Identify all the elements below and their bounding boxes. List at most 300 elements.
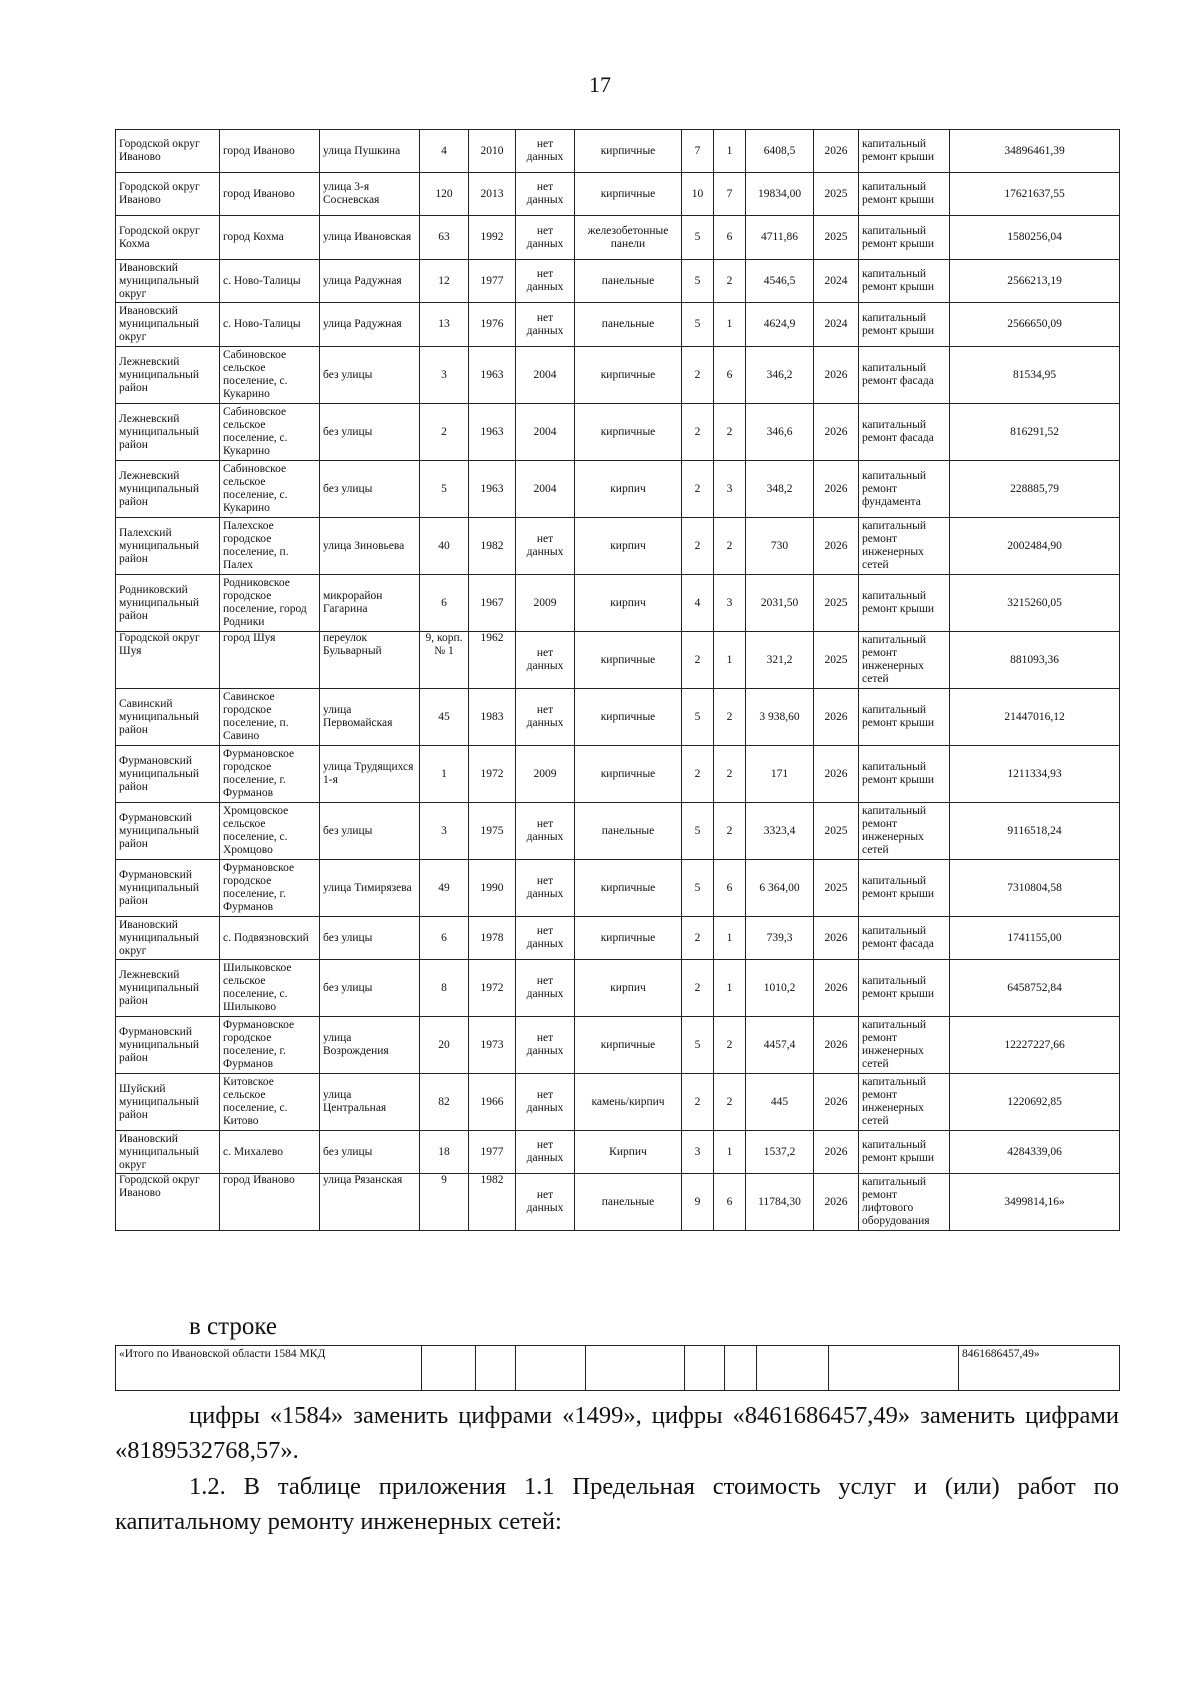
table-row	[116, 1017, 1120, 1074]
table-cell: 2024	[814, 260, 859, 303]
page-number: 17	[589, 72, 611, 97]
total-value: 8461686457,49»	[959, 1346, 1120, 1391]
table-cell: 2	[682, 461, 714, 518]
table-cell: 2031,50	[746, 575, 814, 632]
table-cell: нет данных	[516, 1174, 575, 1231]
table-cell: 1580256,04	[950, 216, 1120, 260]
table-cell: кирпичные	[575, 746, 682, 803]
table-cell: 1966	[469, 1074, 516, 1131]
table-cell: Фурмановское городское поселение, г. Фурманов	[220, 860, 320, 917]
table-cell: 6	[420, 575, 469, 632]
table-cell: 7	[682, 130, 714, 173]
table-cell: Фурмановское городское поселение, г. Фурманов	[220, 746, 320, 803]
table-cell: 2025	[814, 216, 859, 260]
table-cell: 82	[420, 1074, 469, 1131]
paragraph-replacement: цифры «1584» заменить цифрами «1499», цифры «8461686457,49» заменить цифрами «8189532768,57».	[115, 1402, 1119, 1464]
table-cell: 1977	[469, 1131, 516, 1174]
table-cell: 81534,95	[950, 347, 1120, 404]
table-row	[116, 575, 1120, 632]
table-cell: 9	[420, 1174, 469, 1231]
table-cell: город Шуя	[220, 632, 320, 689]
table-cell: улица Центральная	[320, 1074, 420, 1131]
table-cell: 2025	[814, 575, 859, 632]
table-cell: Фурмановский муниципальный район	[116, 803, 220, 860]
table-cell: 6408,5	[746, 130, 814, 173]
buildings-table	[115, 129, 1120, 1231]
table-cell: 2026	[814, 1074, 859, 1131]
table-cell: с. Ново-Талицы	[220, 260, 320, 303]
table-cell: 3	[714, 575, 746, 632]
table-cell: 1967	[469, 575, 516, 632]
table-cell: 1010,2	[746, 960, 814, 1017]
table-cell: 3499814,16»	[950, 1174, 1120, 1231]
table-cell: 2025	[814, 632, 859, 689]
table-cell: Родниковское городское поселение, город Родники	[220, 575, 320, 632]
table-cell: 346,6	[746, 404, 814, 461]
table-cell: 1973	[469, 1017, 516, 1074]
table-cell: 2	[714, 518, 746, 575]
table-cell: капитальный ремонт крыши	[859, 860, 950, 917]
table-cell: улица Радужная	[320, 260, 420, 303]
table-cell: 1990	[469, 860, 516, 917]
table-cell: 5	[682, 216, 714, 260]
table-row	[116, 173, 1120, 216]
table-cell: нет данных	[516, 303, 575, 347]
table-cell: 2	[714, 803, 746, 860]
table-cell: 816291,52	[950, 404, 1120, 461]
table-cell: Лежневский муниципальный район	[116, 461, 220, 518]
table-cell: 2	[714, 746, 746, 803]
table-cell: капитальный ремонт крыши	[859, 303, 950, 347]
paragraph-section-1-2: 1.2. В таблице приложения 1.1 Предельная стоимость услуг и (или) работ по капитальному ремонту инженерных сетей:	[115, 1473, 1119, 1535]
table-cell: улица Радужная	[320, 303, 420, 347]
table-cell: капитальный ремонт крыши	[859, 216, 950, 260]
table-cell: 9	[682, 1174, 714, 1231]
table-cell: 6	[714, 1174, 746, 1231]
table-cell: нет данных	[516, 632, 575, 689]
table-cell: кирпичные	[575, 632, 682, 689]
table-cell: панельные	[575, 260, 682, 303]
table-cell: 2026	[814, 461, 859, 518]
table-cell: 348,2	[746, 461, 814, 518]
table-cell: улица Пушкина	[320, 130, 420, 173]
table-cell: 5	[682, 303, 714, 347]
table-cell: 2	[714, 260, 746, 303]
table-cell: Городской округ Иваново	[116, 1174, 220, 1231]
table-cell: 2	[682, 347, 714, 404]
table-cell: 19834,00	[746, 173, 814, 216]
table-cell: капитальный ремонт крыши	[859, 260, 950, 303]
table-cell: 2010	[469, 130, 516, 173]
table-cell: 10	[682, 173, 714, 216]
table-cell: улица Тимирязева	[320, 860, 420, 917]
table-cell: 1220692,85	[950, 1074, 1120, 1131]
table-cell: Савинское городское поселение, п. Савино	[220, 689, 320, 746]
table-cell: Сабиновское сельское поселение, с. Кукарино	[220, 404, 320, 461]
table-cell: 7310804,58	[950, 860, 1120, 917]
table-row	[116, 518, 1120, 575]
table-cell: панельные	[575, 303, 682, 347]
table-cell: улица Первомайская	[320, 689, 420, 746]
table-cell: 2004	[516, 347, 575, 404]
table-cell: с. Михалево	[220, 1131, 320, 1174]
table-row	[116, 404, 1120, 461]
table-cell: 45	[420, 689, 469, 746]
table-cell: камень/кирпич	[575, 1074, 682, 1131]
table-cell: Родниковский муниципальный район	[116, 575, 220, 632]
table-cell: 49	[420, 860, 469, 917]
table-cell: 2026	[814, 518, 859, 575]
table-cell: Городской округ Кохма	[116, 216, 220, 260]
table-cell: 4	[682, 575, 714, 632]
table-cell: 120	[420, 173, 469, 216]
table-cell: 2025	[814, 803, 859, 860]
table-cell: 18	[420, 1131, 469, 1174]
table-cell: город Иваново	[220, 130, 320, 173]
table-cell: 2026	[814, 960, 859, 1017]
table-cell: улица Зиновьева	[320, 518, 420, 575]
table-row	[116, 130, 1120, 173]
table-cell: нет данных	[516, 917, 575, 960]
table-row	[116, 303, 1120, 347]
table-cell: Ивановский муниципальный округ	[116, 303, 220, 347]
table-cell: 321,2	[746, 632, 814, 689]
table-cell: Савинский муниципальный район	[116, 689, 220, 746]
table-cell: 3 938,60	[746, 689, 814, 746]
table-cell: 21447016,12	[950, 689, 1120, 746]
table-row	[116, 216, 1120, 260]
table-cell: без улицы	[320, 347, 420, 404]
table-cell: город Иваново	[220, 1174, 320, 1231]
table-cell: 4457,4	[746, 1017, 814, 1074]
table-cell: 1972	[469, 746, 516, 803]
table-cell: 2	[420, 404, 469, 461]
table-cell: 2	[714, 1074, 746, 1131]
table-cell: с. Подвязновский	[220, 917, 320, 960]
table-cell: улица Рязанская	[320, 1174, 420, 1231]
table-cell: Фурмановский муниципальный район	[116, 1017, 220, 1074]
table-cell: Лежневский муниципальный район	[116, 960, 220, 1017]
table-cell: 1963	[469, 461, 516, 518]
table-cell: 12	[420, 260, 469, 303]
table-cell: 1962	[469, 632, 516, 689]
table-cell: 2026	[814, 746, 859, 803]
table-cell: 2026	[814, 1017, 859, 1074]
table-cell: капитальный ремонт фундамента	[859, 461, 950, 518]
table-row	[116, 803, 1120, 860]
table-cell: кирпич	[575, 518, 682, 575]
table-cell: 12227227,66	[950, 1017, 1120, 1074]
table-cell: 5	[420, 461, 469, 518]
table-cell: 1982	[469, 518, 516, 575]
table-cell: Городской округ Иваново	[116, 173, 220, 216]
table-cell: 4624,9	[746, 303, 814, 347]
table-cell: Ивановский муниципальный округ	[116, 917, 220, 960]
table-cell: 881093,36	[950, 632, 1120, 689]
table-cell: 7	[714, 173, 746, 216]
table-cell: 5	[682, 260, 714, 303]
table-cell: капитальный ремонт крыши	[859, 173, 950, 216]
table-cell: нет данных	[516, 1074, 575, 1131]
table-cell: капитальный ремонт крыши	[859, 575, 950, 632]
table-cell: 1537,2	[746, 1131, 814, 1174]
table-cell: капитальный ремонт фасада	[859, 917, 950, 960]
table-cell: 2025	[814, 173, 859, 216]
table-cell: железобетонные панели	[575, 216, 682, 260]
table-cell: капитальный ремонт крыши	[859, 689, 950, 746]
table-cell: 2025	[814, 860, 859, 917]
table-cell: 2	[714, 404, 746, 461]
table-cell: 20	[420, 1017, 469, 1074]
table-cell: 40	[420, 518, 469, 575]
table-cell: микрорайон Гагарина	[320, 575, 420, 632]
table-cell: панельные	[575, 803, 682, 860]
table-cell: 5	[682, 1017, 714, 1074]
table-cell: Шилыковское сельское поселение, с. Шилыково	[220, 960, 320, 1017]
table-cell: Городской округ Иваново	[116, 130, 220, 173]
table-cell: 63	[420, 216, 469, 260]
total-row	[116, 1346, 1120, 1391]
table-cell: Палехское городское поселение, п. Палех	[220, 518, 320, 575]
table-cell: 445	[746, 1074, 814, 1131]
table-cell: кирпичные	[575, 404, 682, 461]
caption: в строке	[189, 1313, 278, 1340]
table-cell: без улицы	[320, 917, 420, 960]
table-cell: кирпичные	[575, 347, 682, 404]
table-cell: 2	[682, 632, 714, 689]
table-cell: 1963	[469, 404, 516, 461]
table-cell: 1963	[469, 347, 516, 404]
table-cell: 1982	[469, 1174, 516, 1231]
table-cell: 1	[714, 917, 746, 960]
table-cell: 6458752,84	[950, 960, 1120, 1017]
table-row	[116, 689, 1120, 746]
table-cell: 1976	[469, 303, 516, 347]
table-cell: 17621637,55	[950, 173, 1120, 216]
table-cell: нет данных	[516, 173, 575, 216]
table-cell: капитальный ремонт лифтового оборудования	[859, 1174, 950, 1231]
table-cell: 2	[682, 917, 714, 960]
table-cell: 3	[420, 803, 469, 860]
table-cell: 1	[714, 960, 746, 1017]
total-row-table	[115, 1345, 1120, 1391]
table-row	[116, 746, 1120, 803]
table-cell: капитальный ремонт инженерных сетей	[859, 632, 950, 689]
table-cell: Хромцовское сельское поселение, с. Хромцово	[220, 803, 320, 860]
total-label: «Итого по Ивановской области 1584 МКД	[116, 1346, 422, 1391]
table-cell: 2009	[516, 746, 575, 803]
table-cell: 2004	[516, 404, 575, 461]
table-cell: нет данных	[516, 216, 575, 260]
table-cell: улица 3-я Сосневская	[320, 173, 420, 216]
table-cell: 2566650,09	[950, 303, 1120, 347]
table-cell: 5	[682, 860, 714, 917]
table-cell: 1977	[469, 260, 516, 303]
table-cell: капитальный ремонт крыши	[859, 130, 950, 173]
table-cell: 2026	[814, 404, 859, 461]
table-cell: 11784,30	[746, 1174, 814, 1231]
table-cell: 5	[682, 803, 714, 860]
table-row	[116, 917, 1120, 960]
table-cell: Лежневский муниципальный район	[116, 347, 220, 404]
table-row	[116, 347, 1120, 404]
table-cell: 6	[714, 347, 746, 404]
table-cell: капитальный ремонт крыши	[859, 960, 950, 1017]
table-cell: 2026	[814, 917, 859, 960]
table-cell: 1978	[469, 917, 516, 960]
table-cell: Городской округ Шуя	[116, 632, 220, 689]
table-cell: 2	[682, 404, 714, 461]
table-cell: нет данных	[516, 803, 575, 860]
table-cell: 6 364,00	[746, 860, 814, 917]
table-cell: нет данных	[516, 1131, 575, 1174]
table-cell: 1992	[469, 216, 516, 260]
table-cell: кирпичные	[575, 1017, 682, 1074]
table-cell: кирпичные	[575, 130, 682, 173]
table-cell: 2026	[814, 347, 859, 404]
table-body	[116, 130, 1120, 1231]
table-cell: 2566213,19	[950, 260, 1120, 303]
table-cell: 2026	[814, 1174, 859, 1231]
table-cell: кирпич	[575, 461, 682, 518]
table-cell: Шуйский муниципальный район	[116, 1074, 220, 1131]
table-cell: капитальный ремонт инженерных сетей	[859, 1017, 950, 1074]
table-cell: 1983	[469, 689, 516, 746]
table-cell: 2	[682, 746, 714, 803]
table-cell: 6	[714, 860, 746, 917]
table-cell: 4284339,06	[950, 1131, 1120, 1174]
table-cell: 9, корп. № 1	[420, 632, 469, 689]
table-cell: улица Возрождения	[320, 1017, 420, 1074]
table-cell: 228885,79	[950, 461, 1120, 518]
table-cell: 2	[682, 960, 714, 1017]
table-cell: Китовское сельское поселение, с. Китово	[220, 1074, 320, 1131]
table-cell: Лежневский муниципальный район	[116, 404, 220, 461]
table-cell: 171	[746, 746, 814, 803]
table-cell: 2	[682, 518, 714, 575]
table-cell: кирпичные	[575, 173, 682, 216]
table-cell: 6	[714, 216, 746, 260]
table-cell: кирпичные	[575, 917, 682, 960]
table-cell: нет данных	[516, 1017, 575, 1074]
table-cell: нет данных	[516, 860, 575, 917]
table-cell: 13	[420, 303, 469, 347]
table-cell: капитальный ремонт фасада	[859, 347, 950, 404]
table-cell: 1975	[469, 803, 516, 860]
table-cell: Сабиновское сельское поселение, с. Кукарино	[220, 347, 320, 404]
table-cell: 3	[682, 1131, 714, 1174]
table-cell: Фурмановский муниципальный район	[116, 746, 220, 803]
table-cell: переулок Бульварный	[320, 632, 420, 689]
table-cell: с. Ново-Талицы	[220, 303, 320, 347]
table-cell: 8	[420, 960, 469, 1017]
table-cell: кирпич	[575, 575, 682, 632]
table-cell: без улицы	[320, 960, 420, 1017]
table-row	[116, 461, 1120, 518]
table-row	[116, 1174, 1120, 1231]
table-cell: 5	[682, 689, 714, 746]
table-cell: 2024	[814, 303, 859, 347]
table-cell: Палехский муниципальный район	[116, 518, 220, 575]
table-cell: 4711,86	[746, 216, 814, 260]
table-cell: кирпичные	[575, 689, 682, 746]
table-cell: без улицы	[320, 461, 420, 518]
table-cell: 2026	[814, 1131, 859, 1174]
table-cell: улица Ивановская	[320, 216, 420, 260]
table-cell: 4546,5	[746, 260, 814, 303]
table-cell: 4	[420, 130, 469, 173]
table-cell: улица Трудящихся 1-я	[320, 746, 420, 803]
table-row	[116, 632, 1120, 689]
table-cell: без улицы	[320, 1131, 420, 1174]
table-cell: 6	[420, 917, 469, 960]
table-cell: 1211334,93	[950, 746, 1120, 803]
table-cell: 1	[714, 130, 746, 173]
table-cell: город Кохма	[220, 216, 320, 260]
table-cell: 9116518,24	[950, 803, 1120, 860]
table-cell: 1	[714, 1131, 746, 1174]
table-row	[116, 1074, 1120, 1131]
table-cell: 1	[714, 632, 746, 689]
table-cell: Ивановский муниципальный округ	[116, 260, 220, 303]
table-cell: нет данных	[516, 518, 575, 575]
table-row	[116, 260, 1120, 303]
table-cell: город Иваново	[220, 173, 320, 216]
table-cell: 2004	[516, 461, 575, 518]
table-cell: капитальный ремонт инженерных сетей	[859, 518, 950, 575]
table-cell: Фурмановское городское поселение, г. Фурманов	[220, 1017, 320, 1074]
table-cell: 2026	[814, 130, 859, 173]
table-cell: нет данных	[516, 130, 575, 173]
table-cell: капитальный ремонт фасада	[859, 404, 950, 461]
table-cell: капитальный ремонт инженерных сетей	[859, 803, 950, 860]
table-row	[116, 960, 1120, 1017]
table-cell: кирпич	[575, 960, 682, 1017]
table-cell: 1972	[469, 960, 516, 1017]
table-cell: капитальный ремонт инженерных сетей	[859, 1074, 950, 1131]
table-cell: 739,3	[746, 917, 814, 960]
table-cell: 3215260,05	[950, 575, 1120, 632]
table-cell: 2	[714, 689, 746, 746]
table-cell: 1	[714, 303, 746, 347]
table-cell: кирпичные	[575, 860, 682, 917]
table-cell: нет данных	[516, 960, 575, 1017]
table-cell: Ивановский муниципальный округ	[116, 1131, 220, 1174]
table-cell: нет данных	[516, 689, 575, 746]
table-cell: капитальный ремонт крыши	[859, 746, 950, 803]
table-cell: 730	[746, 518, 814, 575]
table-cell: Сабиновское сельское поселение, с. Кукарино	[220, 461, 320, 518]
table-cell: 1741155,00	[950, 917, 1120, 960]
table-row	[116, 860, 1120, 917]
table-cell: 3323,4	[746, 803, 814, 860]
table-cell: 1	[420, 746, 469, 803]
table-cell: 34896461,39	[950, 130, 1120, 173]
table-cell: без улицы	[320, 404, 420, 461]
table-cell: Фурмановский муниципальный район	[116, 860, 220, 917]
table-cell: 2	[714, 1017, 746, 1074]
table-cell: капитальный ремонт крыши	[859, 1131, 950, 1174]
table-cell: 2013	[469, 173, 516, 216]
table-cell: панельные	[575, 1174, 682, 1231]
table-cell: 2026	[814, 689, 859, 746]
table-cell: 3	[420, 347, 469, 404]
table-cell: нет данных	[516, 260, 575, 303]
table-cell: 2009	[516, 575, 575, 632]
table-cell: 346,2	[746, 347, 814, 404]
table-cell: Кирпич	[575, 1131, 682, 1174]
table-cell: без улицы	[320, 803, 420, 860]
